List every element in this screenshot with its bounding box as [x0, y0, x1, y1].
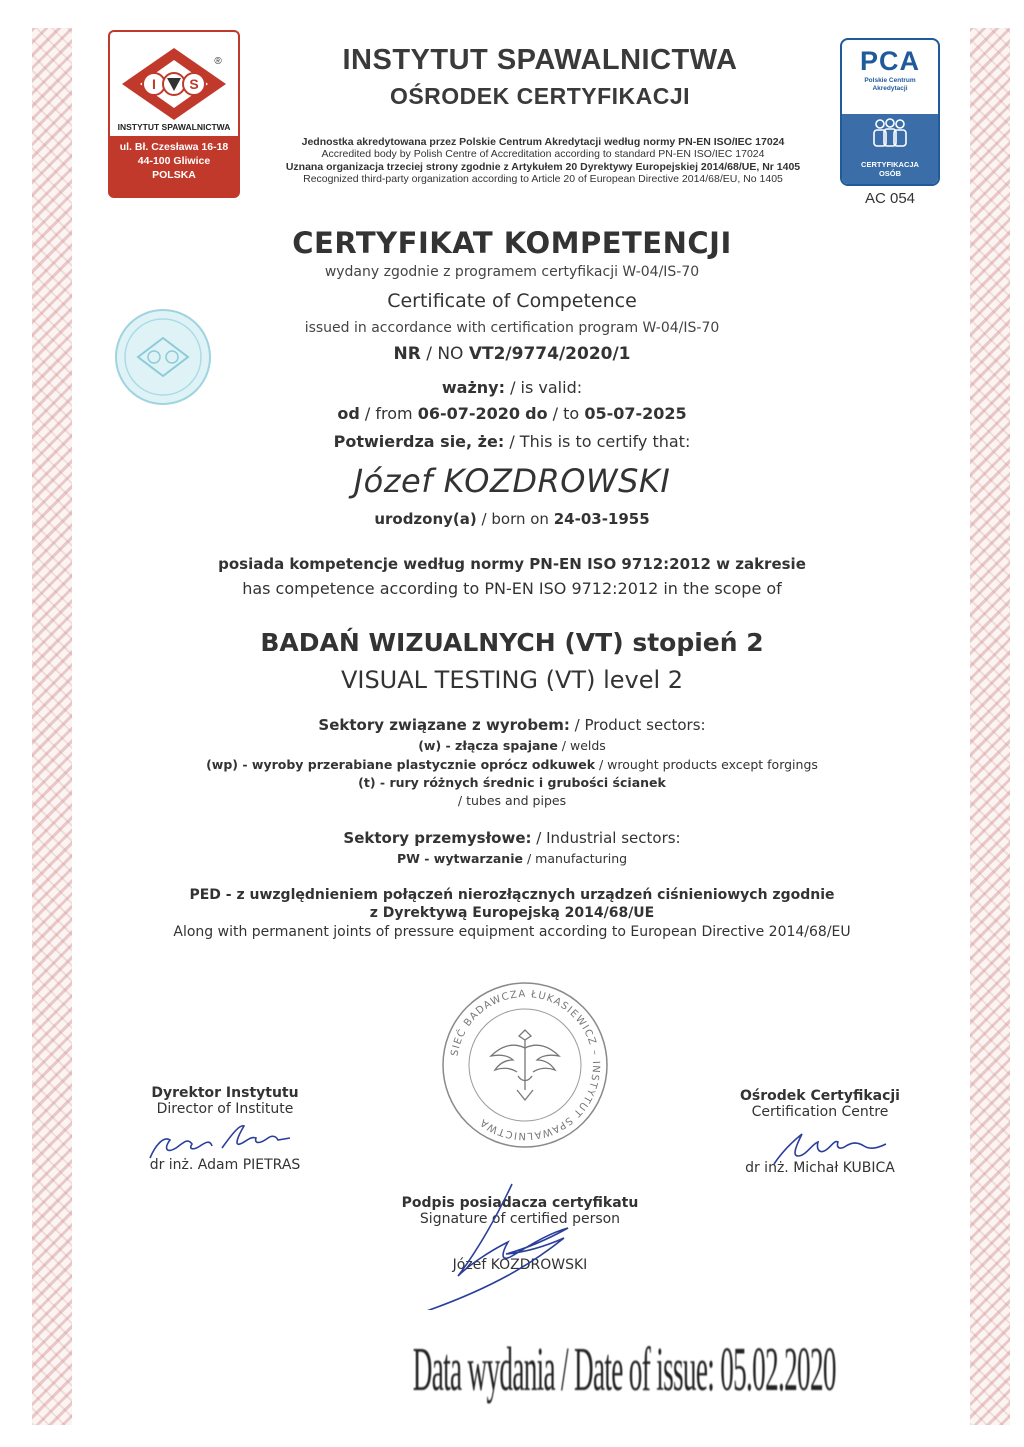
director-signature-block [140, 1085, 310, 1117]
born-label-en: / born on [481, 510, 549, 528]
product-sector-item [0, 775, 1024, 790]
method-title-pl: BADAŃ WIZUALNYCH (VT) stopień 2 [260, 628, 764, 657]
ped-line-1: PED - z uwzględnieniem połączeń nierozłącznych urządzeń ciśnieniowych zgodnie [189, 887, 835, 903]
pca-name-line1: Polskie Centrum [864, 77, 916, 84]
certificate-number: VT2/9774/2020/1 [468, 344, 631, 364]
holder-name: Józef KOZDROWSKI [353, 462, 671, 500]
recognition-line-pl: Uznana organizacja trzeciej strony zgodnie z Artykułem 20 Dyrektywy Europejskiej 2014/68/UE, Nr 1405 [285, 160, 801, 173]
logo-letter-s: S [189, 76, 199, 92]
certify-line [0, 432, 1024, 451]
birth-date: 24-03-1955 [553, 510, 650, 528]
sector-desc-en: / wrought products except forgings [599, 757, 818, 772]
address-country: POLSKA [152, 169, 196, 181]
address-street: ul. Bł. Czesława 16-18 [119, 141, 229, 153]
logo-letter-i: I [152, 76, 156, 92]
date-to: 05-07-2025 [584, 404, 687, 423]
birth-line [0, 510, 1024, 528]
director-title-en: Director of Institute [156, 1101, 294, 1117]
industrial-sectors-heading [0, 829, 1024, 847]
competence-pl: posiada kompetencje według normy PN-EN ISO 9712:2012 w zakresie [218, 555, 806, 573]
from-label-en: / from [364, 404, 413, 423]
product-sector-item [0, 757, 1024, 772]
born-label-pl: urodzony(a) [374, 510, 477, 528]
date-from: 06-07-2020 [417, 404, 521, 423]
pca-cert-line1: CERTYFIKACJA [861, 160, 919, 169]
issued-program-pl: wydany zgodnie z programem certyfikacji W-04/IS-70 [324, 264, 700, 280]
pca-cert-line2: OSÓB [878, 169, 902, 178]
ped-line-en: Along with permanent joints of pressure equipment according to European Directive 2014/68/EU [173, 924, 851, 940]
product-sector-item [0, 793, 1024, 808]
official-seal [440, 980, 610, 1150]
industrial-sectors-label-en: / Industrial sectors: [536, 829, 681, 847]
logo-institute-name: INSTYTUT SPAWALNICTWA [117, 122, 231, 132]
sector-code-pl: (wp) - wyroby przerabiane plastycznie oprócz odkuwek [206, 757, 596, 772]
eagle-icon [491, 1030, 559, 1100]
director-name: dr inż. Adam PIETRAS [149, 1157, 301, 1173]
to-label-en: / to [552, 404, 580, 423]
holder-signature [410, 1180, 610, 1310]
competence-en: has competence according to PN-EN ISO 9712:2012 in the scope of [242, 579, 782, 598]
no-label: / NO [426, 344, 464, 364]
accreditation-text [248, 136, 838, 185]
sector-code-pl: (w) - złącza spajane [418, 738, 558, 753]
ped-line-2: z Dyrektywą Europejską 2014/68/UE [369, 905, 655, 921]
institute-subtitle: OŚRODEK CERTYFIKACJI [389, 83, 691, 109]
from-label-pl: od [337, 404, 360, 423]
registered-mark: ® [214, 56, 222, 67]
validity-dates [0, 404, 1024, 423]
industrial-sector-item [0, 851, 1024, 866]
to-label-pl: do [525, 404, 548, 423]
accreditation-line-pl: Jednostka akredytowana przez Polskie Centrum Akredytacji według normy PN-EN ISO/IEC 17024 [301, 136, 785, 148]
centre-name: dr inż. Michał KUBICA [745, 1160, 895, 1176]
certificate-title-en: Certificate of Competence [387, 290, 637, 312]
institute-logo [108, 30, 240, 198]
pca-logo [840, 38, 940, 186]
pca-certification-label [842, 160, 938, 178]
centre-signature-block [730, 1088, 910, 1120]
centre-title-pl: Ośrodek Certyfikacji [740, 1088, 900, 1104]
sector-code-pl: (t) - rury różnych średnic i grubości ścianek [358, 775, 666, 790]
product-sectors-label-pl: Sektory związane z wyrobem: [318, 716, 570, 734]
certificate-number-line [0, 344, 1024, 364]
issue-date-stamp: Data wydania / Date of issue: 05.02.2020 [412, 1334, 836, 1405]
pca-badge-panel [842, 114, 938, 184]
product-sectors-label-en: / Product sectors: [574, 716, 706, 734]
institute-title-block [250, 44, 830, 110]
address-city: 44-100 Gliwice [137, 155, 211, 167]
accreditation-number: AC 054 [864, 190, 916, 207]
certify-label-en: / This is to certify that: [509, 432, 691, 451]
pca-name-line2: Akredytacji [872, 85, 908, 92]
holder-sig-title-en: Signature of certified person [419, 1211, 621, 1227]
industrial-sectors-label-pl: Sektory przemysłowe: [343, 829, 532, 847]
validity-label [0, 378, 1024, 397]
director-title-pl: Dyrektor Instytutu [151, 1085, 299, 1101]
accreditation-line-en: Accredited body by Polish Centre of Accreditation according to standard PN-EN ISO/IEC 17024 [321, 148, 765, 161]
seal-text: SIEĆ BADAWCZA ŁUKASIEWICZ – INSTYTUT SPAWALNICTWA [449, 988, 602, 1142]
issued-program-en: issued in accordance with certification program W-04/IS-70 [304, 320, 720, 336]
valid-label-en: / is valid: [510, 378, 583, 397]
recognition-line-en: Recognized third-party organization according to Article 20 of European Directive 2014/68/EU, No 1405 [303, 172, 783, 185]
people-icon [842, 114, 938, 154]
product-sectors-heading [0, 716, 1024, 734]
certificate-title: CERTYFIKAT KOMPETENCJI [292, 226, 732, 260]
valid-label-pl: ważny: [441, 378, 505, 397]
sector-desc-en: / tubes and pipes [457, 793, 567, 808]
product-sector-item [0, 738, 1024, 753]
holder-sig-name: Józef KOZDROWSKI [452, 1257, 588, 1273]
industrial-sector-pl: PW - wytwarzanie [396, 851, 523, 866]
centre-title-en: Certification Centre [751, 1104, 889, 1120]
sector-desc-en: / welds [561, 738, 606, 753]
method-title-en: VISUAL TESTING (VT) level 2 [340, 666, 684, 694]
certify-label-pl: Potwierdza sie, że: [333, 432, 505, 451]
pca-logo-text: PCA [859, 46, 920, 76]
industrial-sector-en: / manufacturing [526, 851, 628, 866]
institute-title: INSTYTUT SPAWALNICTWA [342, 44, 738, 76]
holder-sig-title-pl: Podpis posiadacza certyfikatu [401, 1195, 639, 1211]
nr-label: NR [393, 344, 421, 364]
logo-address [110, 136, 238, 196]
